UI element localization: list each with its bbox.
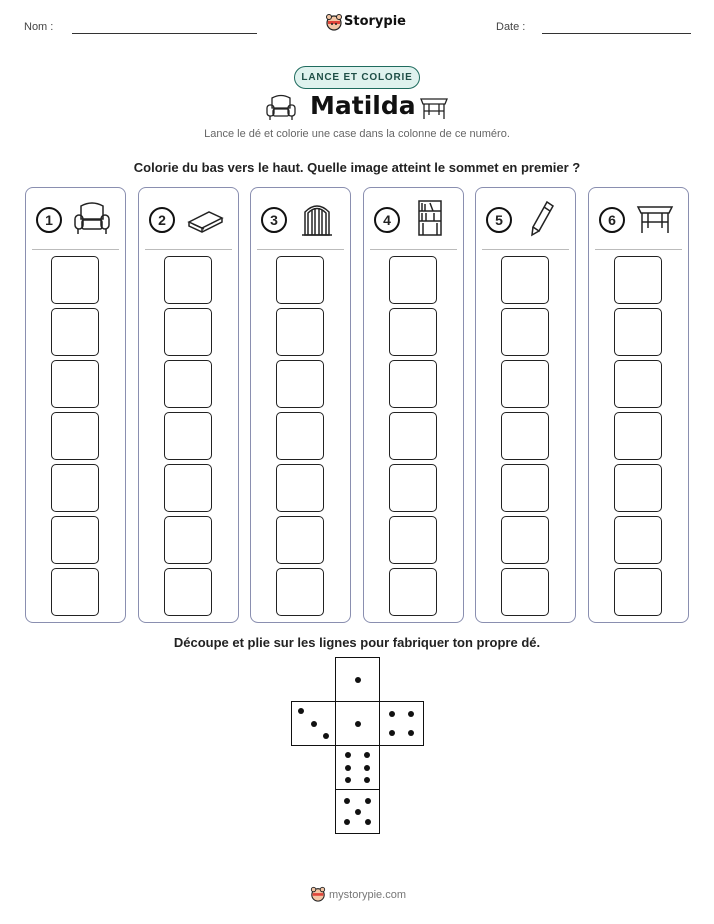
color-cell[interactable] — [164, 360, 212, 408]
color-cell[interactable] — [51, 308, 99, 356]
color-cell[interactable] — [276, 412, 324, 460]
date-line[interactable] — [542, 33, 691, 34]
color-cell[interactable] — [389, 516, 437, 564]
date-label: Date : — [496, 21, 526, 33]
color-cell[interactable] — [389, 412, 437, 460]
column-divider — [482, 249, 569, 250]
color-cell[interactable] — [276, 568, 324, 616]
color-cell[interactable] — [51, 360, 99, 408]
color-cell[interactable] — [276, 308, 324, 356]
color-cell[interactable] — [614, 256, 662, 304]
color-cell[interactable] — [501, 568, 549, 616]
dice-pip — [389, 730, 395, 736]
color-cell[interactable] — [389, 256, 437, 304]
dice-pip — [365, 819, 371, 825]
question: Colorie du bas vers le haut. Quelle image atteint le sommet en premier ? — [133, 160, 581, 175]
color-cell[interactable] — [614, 464, 662, 512]
dice-pip — [355, 677, 361, 683]
column-number: 5 — [486, 207, 512, 233]
color-cell[interactable] — [164, 308, 212, 356]
dice-face-6 — [335, 745, 380, 790]
name-line[interactable] — [72, 33, 257, 34]
dice-pip — [298, 708, 304, 714]
footer-logo-icon — [310, 886, 326, 902]
dice-pip — [408, 730, 414, 736]
color-cell[interactable] — [389, 308, 437, 356]
color-cell[interactable] — [164, 568, 212, 616]
dice-pip — [345, 752, 351, 758]
dice-pip — [408, 711, 414, 717]
footer-url[interactable]: mystorypie.com — [329, 889, 407, 901]
dice-pip — [355, 721, 361, 727]
color-cell[interactable] — [501, 464, 549, 512]
column-card-2 — [138, 187, 239, 623]
dice-pip — [365, 798, 371, 804]
bookshelf-icon — [410, 198, 450, 238]
stool-icon — [635, 198, 675, 238]
dice-pip — [323, 733, 329, 739]
name-label: Nom : — [24, 21, 54, 33]
color-cell[interactable] — [276, 516, 324, 564]
color-cell[interactable] — [276, 360, 324, 408]
color-cell[interactable] — [51, 568, 99, 616]
column-divider — [32, 249, 119, 250]
color-cell[interactable] — [614, 568, 662, 616]
storypie-logo-icon — [325, 13, 343, 31]
column-number: 2 — [149, 207, 175, 233]
color-cell[interactable] — [614, 412, 662, 460]
color-cell[interactable] — [51, 464, 99, 512]
dice-pip — [389, 711, 395, 717]
dice-pip — [344, 798, 350, 804]
color-cell[interactable] — [614, 360, 662, 408]
column-number: 6 — [599, 207, 625, 233]
dice-instruction: Découpe et plie sur les lignes pour fabriquer ton propre dé. — [173, 635, 541, 650]
dice-pip — [364, 752, 370, 758]
color-cell[interactable] — [389, 568, 437, 616]
armchair-icon — [265, 92, 297, 122]
column-card-3 — [250, 187, 351, 623]
page-title: Matilda — [310, 91, 416, 120]
column-divider — [257, 249, 344, 250]
subtitle: Lance le dé et colorie une case dans la colonne de ce numéro. — [204, 128, 510, 140]
armchair-icon — [72, 198, 112, 238]
column-number: 3 — [261, 207, 287, 233]
color-cell[interactable] — [164, 516, 212, 564]
color-cell[interactable] — [51, 412, 99, 460]
door-icon — [297, 198, 337, 238]
color-cell[interactable] — [164, 256, 212, 304]
dice-pip — [355, 809, 361, 815]
color-cell[interactable] — [164, 412, 212, 460]
color-cell[interactable] — [501, 412, 549, 460]
column-divider — [370, 249, 457, 250]
dice-pip — [345, 777, 351, 783]
color-cell[interactable] — [614, 516, 662, 564]
dice-pip — [344, 819, 350, 825]
pencil-icon — [522, 198, 562, 238]
color-cell[interactable] — [276, 256, 324, 304]
dice-face-4 — [379, 701, 424, 746]
column-card-1 — [25, 187, 126, 623]
color-cell[interactable] — [51, 516, 99, 564]
color-cell[interactable] — [51, 256, 99, 304]
color-cell[interactable] — [389, 360, 437, 408]
color-cell[interactable] — [501, 256, 549, 304]
column-card-5 — [475, 187, 576, 623]
color-cell[interactable] — [164, 464, 212, 512]
dice-pip — [364, 765, 370, 771]
column-divider — [145, 249, 232, 250]
book-icon — [185, 198, 225, 238]
color-cell[interactable] — [614, 308, 662, 356]
column-number: 1 — [36, 207, 62, 233]
column-divider — [595, 249, 682, 250]
brand-name: Storypie — [344, 14, 406, 29]
dice-pip — [345, 765, 351, 771]
color-cell[interactable] — [276, 464, 324, 512]
dice-face-5 — [335, 789, 380, 834]
column-card-4 — [363, 187, 464, 623]
dice-face-1 — [335, 657, 380, 702]
color-cell[interactable] — [501, 516, 549, 564]
dice-pip — [364, 777, 370, 783]
column-number: 4 — [374, 207, 400, 233]
dice-face-3 — [291, 701, 336, 746]
activity-badge: LANCE ET COLORIE — [294, 66, 420, 89]
stool-icon — [418, 93, 450, 121]
dice-pip — [311, 721, 317, 727]
dice-face-1 — [335, 701, 380, 746]
color-cell[interactable] — [389, 464, 437, 512]
color-cell[interactable] — [501, 360, 549, 408]
color-cell[interactable] — [501, 308, 549, 356]
column-card-6 — [588, 187, 689, 623]
